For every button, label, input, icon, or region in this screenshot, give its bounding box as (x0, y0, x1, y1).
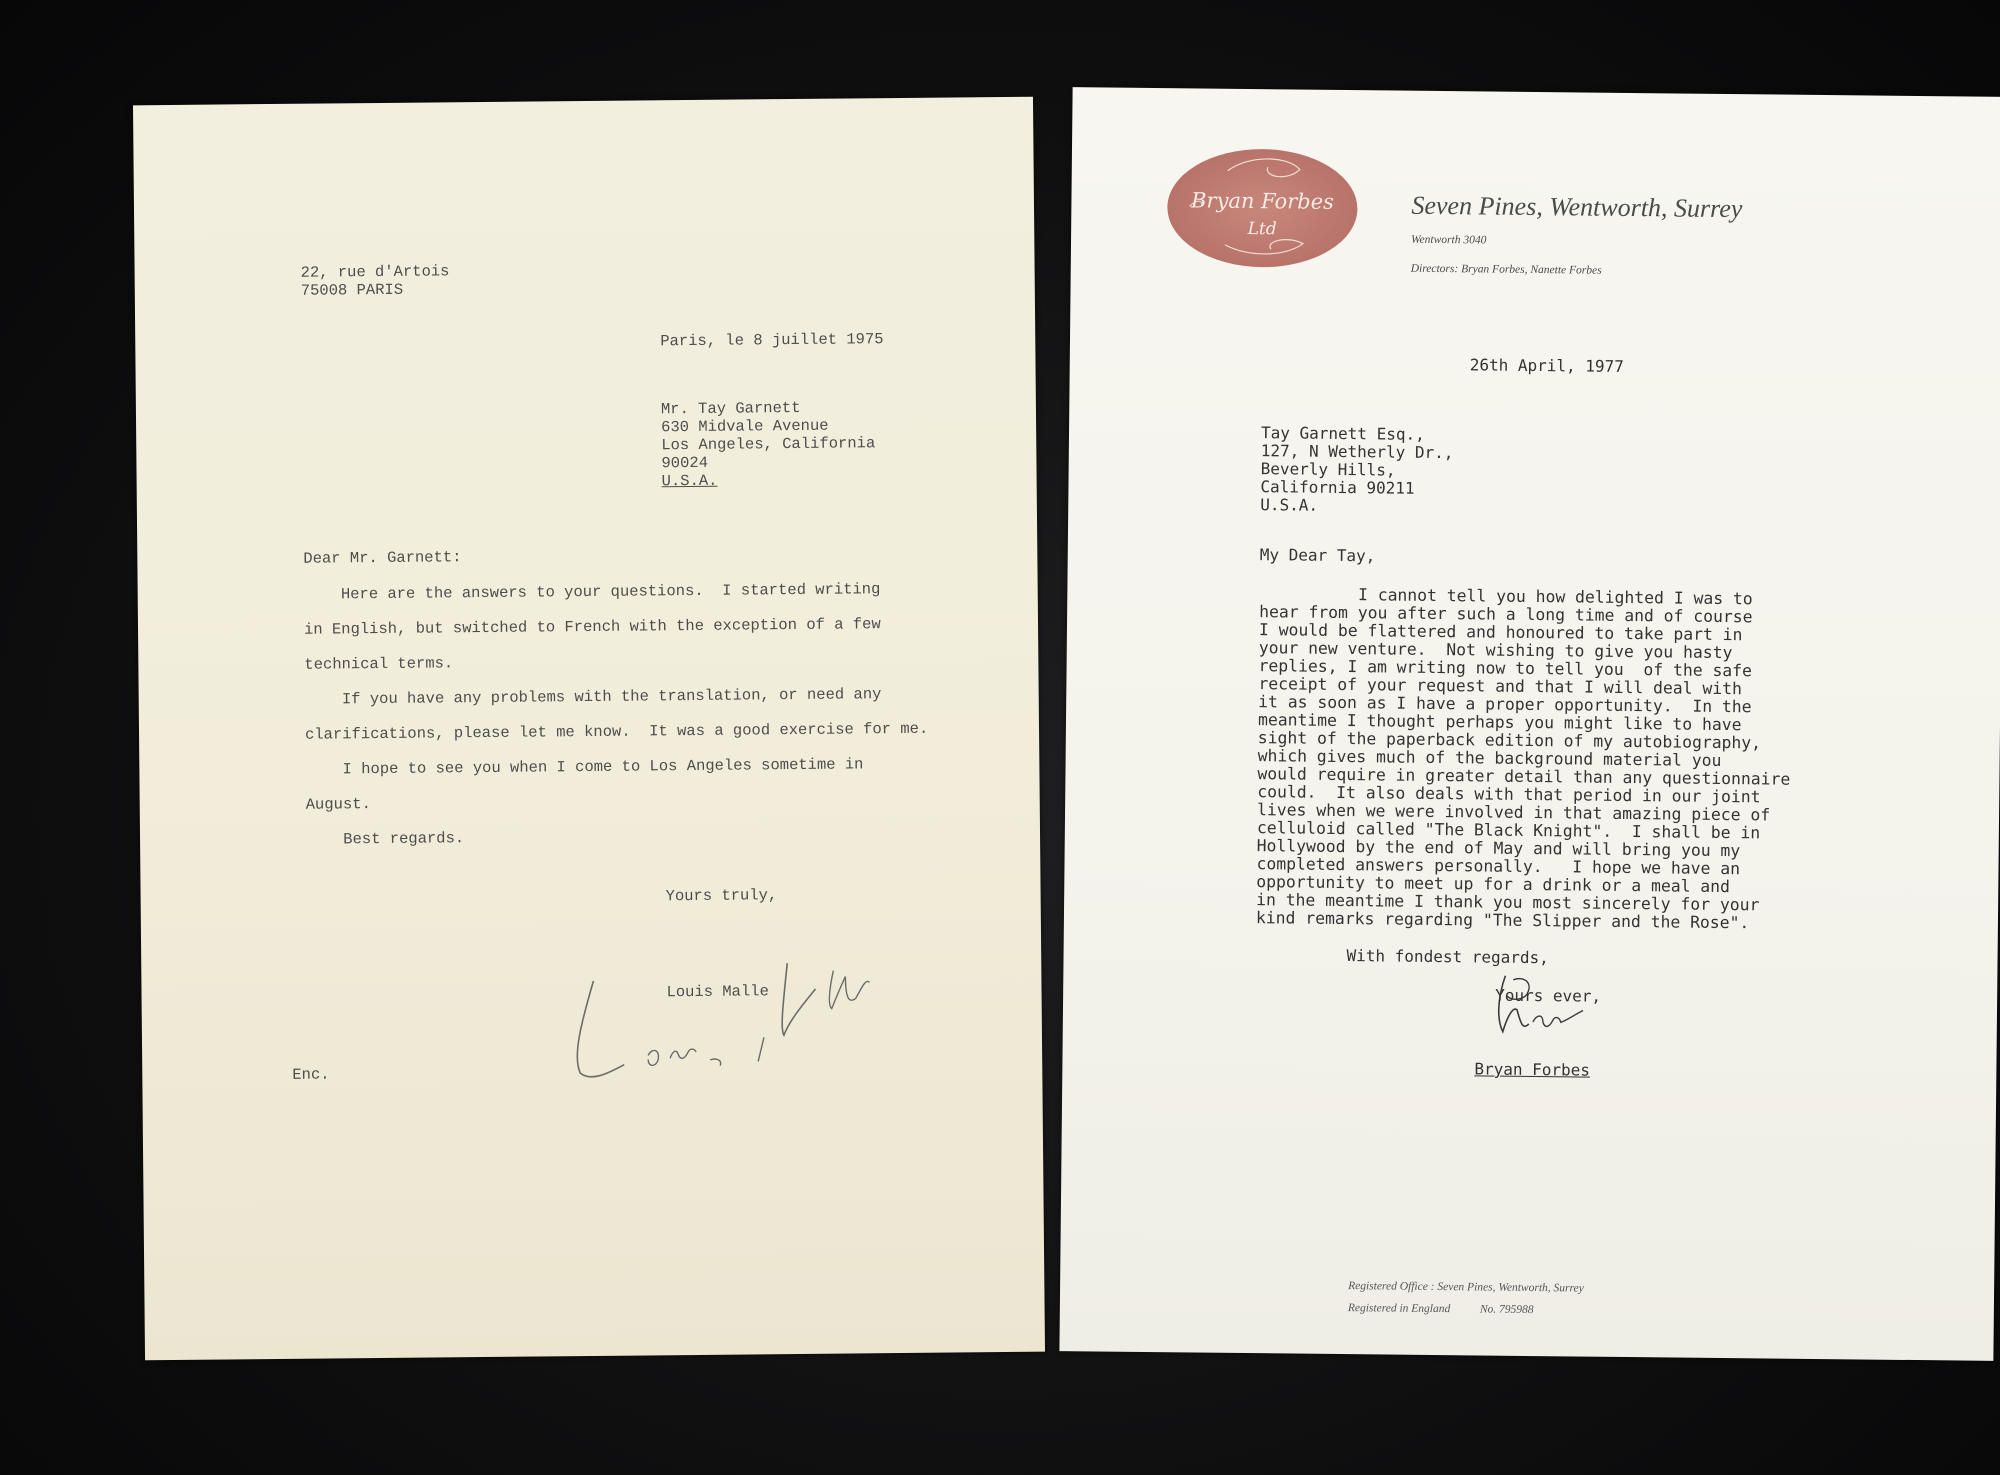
bryan-forbes-logo (1167, 148, 1358, 268)
letterhead-directors: Directors: Bryan Forbes, Nanette Forbes (1410, 262, 1602, 277)
closing-regards: With fondest regards, (1346, 946, 1549, 968)
letter-bryan-forbes (1059, 87, 2000, 1361)
recipient-line-2: 630 Midvale Avenue (661, 416, 829, 437)
body-line-9: sight of the paperback edition of my autobiography, (1257, 728, 1762, 753)
body-line-2: in English, but switched to French with the exception of a few (303, 615, 881, 639)
body-line-6: I hope to see you when I come to Los Angeles sometime in (305, 755, 864, 779)
recipient-line-3: Beverly Hills, (1260, 459, 1396, 480)
body-line-15: Hollywood by the end of May and will bring you my (1256, 836, 1741, 861)
body-line-1: I cannot tell you how delighted I was to (1259, 584, 1753, 609)
recipient-line-5: U.S.A. (661, 471, 718, 491)
recipient-line-4: 90024 (661, 453, 709, 473)
body-line-1: Here are the answers to your questions. I started writing (303, 580, 881, 604)
date-line: Paris, le 8 juillet 1975 (660, 330, 884, 351)
body-line-7: August. (305, 795, 371, 814)
body-line-13: lives when we were involved in that amazing piece of (1256, 800, 1771, 825)
body-line-17: opportunity to meet up for a drink or a meal and (1256, 872, 1731, 897)
body-line-3: I would be flattered and honoured to take part in (1258, 620, 1743, 645)
body-line-16: completed answers personally. I hope we have an (1256, 854, 1741, 879)
body-line-14: celluloid called "The Black Knight". I shall be in (1256, 818, 1761, 843)
recipient-line-2: 127, N Wetherly Dr., (1260, 441, 1454, 463)
recipient-line-5: U.S.A. (1260, 495, 1319, 515)
letterhead-address: Seven Pines, Wentworth, Surrey (1411, 190, 1743, 224)
body-line-8: meantime I thought perhaps you might like to have (1257, 710, 1742, 735)
body-line-10: which gives much of the background material you (1257, 746, 1722, 770)
footer-registered-office: Registered Office : Seven Pines, Wentworth, Surrey (1348, 1280, 1584, 1295)
body-line-18: in the meantime I thank you most sincerely for your (1256, 890, 1760, 915)
logo-ltd: Ltd (1247, 218, 1277, 240)
body-line-5: clarifications, please let me know. It was a good exercise for me. (304, 719, 929, 744)
letter-louis-malle (133, 97, 1045, 1361)
body-line-19: kind remarks regarding "The Slipper and the Rose". (1255, 908, 1750, 933)
logo-name: Bryan Forbes (1190, 188, 1334, 214)
body-line-11: would require in greater detail than any questionnaire (1257, 764, 1791, 789)
closing: Yours truly, (665, 886, 778, 906)
recipient-line-3: Los Angeles, California (661, 434, 876, 455)
body-line-3: technical terms. (304, 654, 454, 674)
body-line-5: replies, I am writing now to tell you of the safe (1258, 656, 1753, 681)
closing-yours-ever: Yours ever, (1495, 985, 1602, 1006)
sender-address-line-1: 22, rue d'Artois (300, 262, 450, 282)
body-line-2: hear from you after such a long time and of course (1259, 602, 1753, 627)
footer-registered-england: Registered in England (1347, 1302, 1451, 1316)
enclosure: Enc. (292, 1065, 330, 1084)
salutation: Dear Mr. Garnett: (303, 548, 462, 568)
footer-registration-number: No. 795988 (1479, 1303, 1534, 1317)
recipient-line-4: California 90211 (1260, 477, 1415, 498)
body-line-4: your new venture. Not wishing to give you hasty (1258, 638, 1733, 663)
body-line-12: could. It also deals with that period in our joint (1257, 782, 1761, 807)
salutation: My Dear Tay, (1259, 545, 1376, 566)
sender-address-line-2: 75008 PARIS (300, 280, 404, 300)
body-line-7: it as soon as I have a proper opportunity. In the (1258, 692, 1752, 717)
signer-name: Louis Malle (666, 982, 769, 1002)
signer-name: Bryan Forbes (1474, 1059, 1591, 1080)
signature-bryan-forbes (1482, 969, 1623, 1060)
recipient-line-1: Mr. Tay Garnett (660, 398, 801, 419)
body-line-8: Best regards. (305, 829, 465, 849)
signature-louis-malle (551, 958, 932, 1092)
letterhead-phone: Wentworth 3040 (1411, 233, 1487, 247)
date-line: 26th April, 1977 (1469, 355, 1624, 376)
recipient-line-1: Tay Garnett Esq., (1260, 423, 1425, 444)
body-line-4: If you have any problems with the translation, or need any (304, 685, 882, 709)
body-line-6: receipt of your request and that I will deal with (1258, 674, 1743, 699)
